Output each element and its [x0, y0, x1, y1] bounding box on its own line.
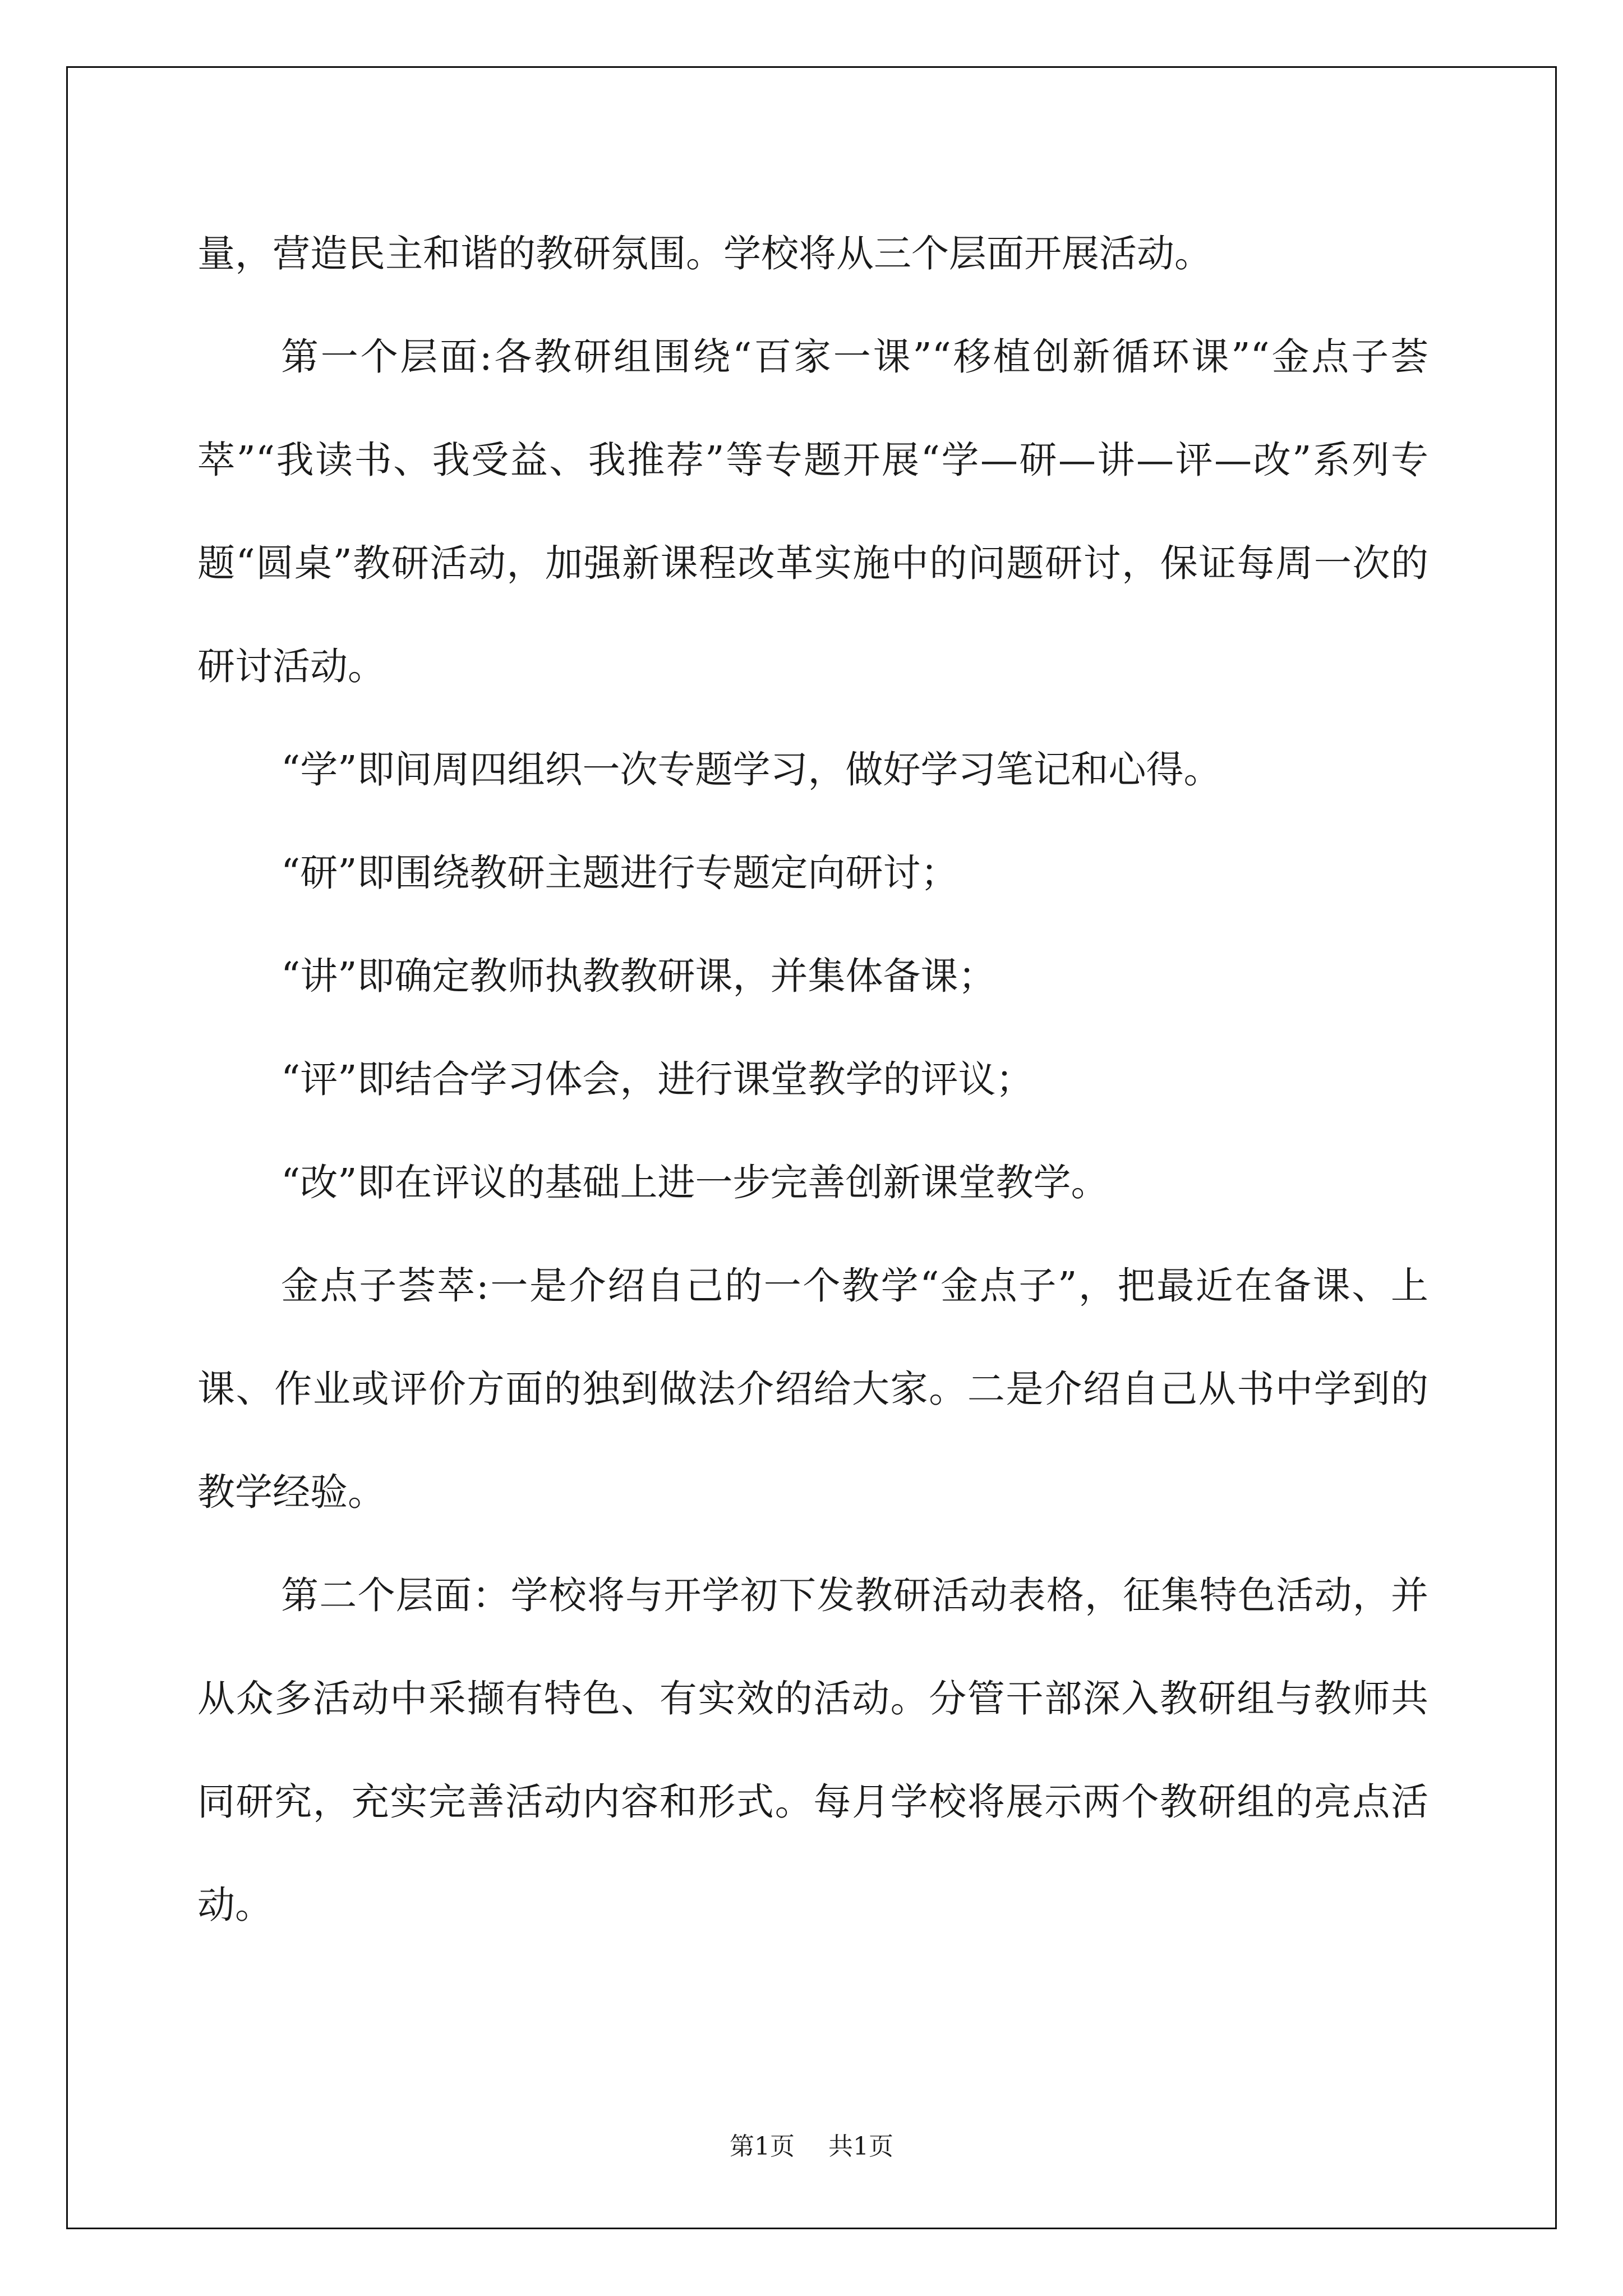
paragraph: 量，营造民主和谐的教研氛围。学校将从三个层面开展活动。 — [197, 232, 1212, 275]
paragraph: 第二个层面：学校将与开学初下发教研活动表格，征集特色活动，并从众多活动中采撷有特色、有实效的活动。分管干部深入教研组与教师共同研究，充实完善活动内容和形式。每月学校将展示两个教研组的亮点活动。 — [197, 1573, 1428, 1927]
paragraph: 第一个层面:各教研组围绕“百家一课”“移植创新循环课”“金点子荟萃”“我读书、我受益、我推荐”等专题开展“学—研—讲—评—改”系列专题“圆桌”教研活动，加强新课程改革实施中的问题研讨，保证每周一次的研讨活动。 — [197, 335, 1428, 688]
page-footer — [0, 2126, 1623, 2162]
paragraph: “研”即围绕教研主题进行专题定向研讨； — [281, 851, 958, 895]
paragraph: “改”即在评议的基础上进一步完善创新课堂教学。 — [281, 1161, 1109, 1204]
paragraph: 金点子荟萃:一是介绍自己的一个教学“金点子”，把最近在备课、上课、作业或评价方面的独到做法介绍给大家。二是介绍自己从书中学到的教学经验。 — [197, 1264, 1428, 1514]
page-total: 共1页 — [828, 2132, 893, 2161]
paragraph: “讲”即确定教师执教教研课，并集体备课； — [281, 954, 996, 998]
document-body — [197, 202, 1428, 1957]
paragraph: “评”即结合学习体会，进行课堂教学的评议； — [281, 1057, 1034, 1101]
page-number: 第1页 — [730, 2132, 795, 2161]
paragraph: “学”即间周四组织一次专题学习，做好学习笔记和心得。 — [281, 748, 1221, 792]
